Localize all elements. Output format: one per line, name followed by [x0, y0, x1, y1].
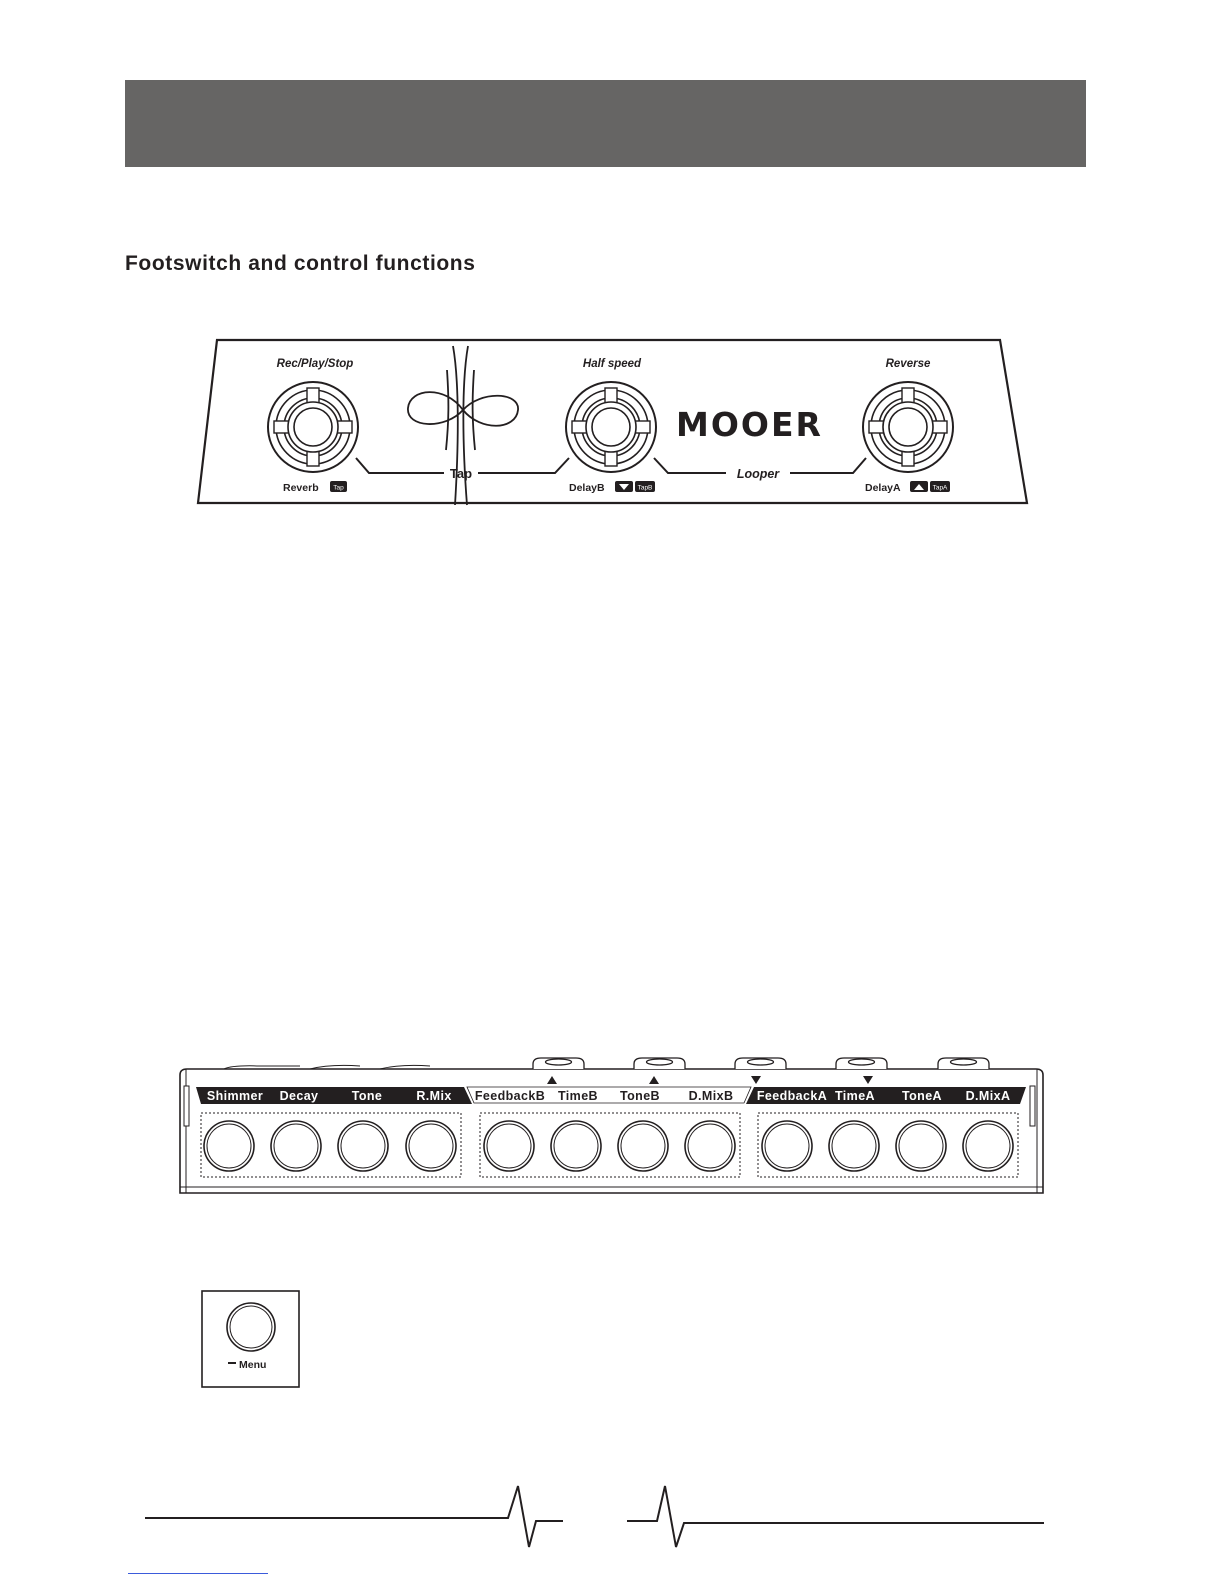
knob-label-dmixb: D.MixB	[688, 1089, 734, 1103]
knob-feedbacka[interactable]	[762, 1121, 812, 1171]
footswitch-panel	[198, 340, 1027, 505]
tap-bracket-label: Tap	[449, 466, 473, 481]
knob-timeb[interactable]	[551, 1121, 601, 1171]
knob-label-timea: TimeA	[835, 1089, 875, 1103]
reverse-label: Reverse	[885, 358, 931, 370]
tap-badge-text: Tap	[333, 484, 344, 492]
knob-shimmer[interactable]	[204, 1121, 254, 1171]
knob-label-toneb: ToneB	[620, 1089, 660, 1103]
footer-link-underline	[128, 1573, 268, 1574]
half-speed-label: Half speed	[582, 358, 642, 370]
reverb-label: Reverb	[283, 482, 319, 494]
footswitch-reverse[interactable]	[863, 382, 953, 472]
section-heading: Footswitch and control functions	[125, 252, 476, 275]
looper-bracket-label: Looper	[736, 467, 780, 481]
knob-rmix[interactable]	[406, 1121, 456, 1171]
menu-button[interactable]	[227, 1303, 275, 1351]
knob-tone[interactable]	[338, 1121, 388, 1171]
knob-label-dmixa: D.MixA	[965, 1089, 1011, 1103]
menu-button-panel	[202, 1291, 299, 1387]
tapa-badge-text: TapA	[932, 484, 948, 492]
knob-label-timeb: TimeB	[558, 1089, 598, 1103]
brand-wordmark: MOOER	[676, 405, 823, 444]
footswitch-half-speed[interactable]	[566, 382, 656, 472]
knob-toneb[interactable]	[618, 1121, 668, 1171]
knob-panel	[180, 1058, 1043, 1193]
knob-timea[interactable]	[829, 1121, 879, 1171]
footswitch-rec-play-stop[interactable]	[268, 382, 358, 472]
knob-label-tonea: ToneA	[902, 1089, 942, 1103]
knob-label-shimmer: Shimmer	[206, 1089, 264, 1103]
rec-play-stop-label: Rec/Play/Stop	[276, 358, 354, 370]
knob-dmixb[interactable]	[685, 1121, 735, 1171]
footer-pulse-decoration	[145, 1486, 1044, 1547]
knob-label-feedbackb: FeedbackB	[474, 1089, 546, 1103]
input-jacks	[533, 1058, 989, 1069]
knob-label-rmix: R.Mix	[416, 1089, 452, 1103]
delaya-label: DelayA	[865, 482, 901, 494]
knob-dmixa[interactable]	[963, 1121, 1013, 1171]
tapb-badge-text: TapB	[637, 484, 653, 492]
menu-label: Menu	[239, 1359, 267, 1371]
knob-decay[interactable]	[271, 1121, 321, 1171]
knob-label-decay: Decay	[279, 1089, 319, 1103]
knob-feedbackb[interactable]	[484, 1121, 534, 1171]
delayb-label: DelayB	[569, 482, 605, 494]
knob-label-tone: Tone	[351, 1089, 383, 1103]
knob-label-feedbacka: FeedbackA	[756, 1089, 828, 1103]
knob-tonea[interactable]	[896, 1121, 946, 1171]
